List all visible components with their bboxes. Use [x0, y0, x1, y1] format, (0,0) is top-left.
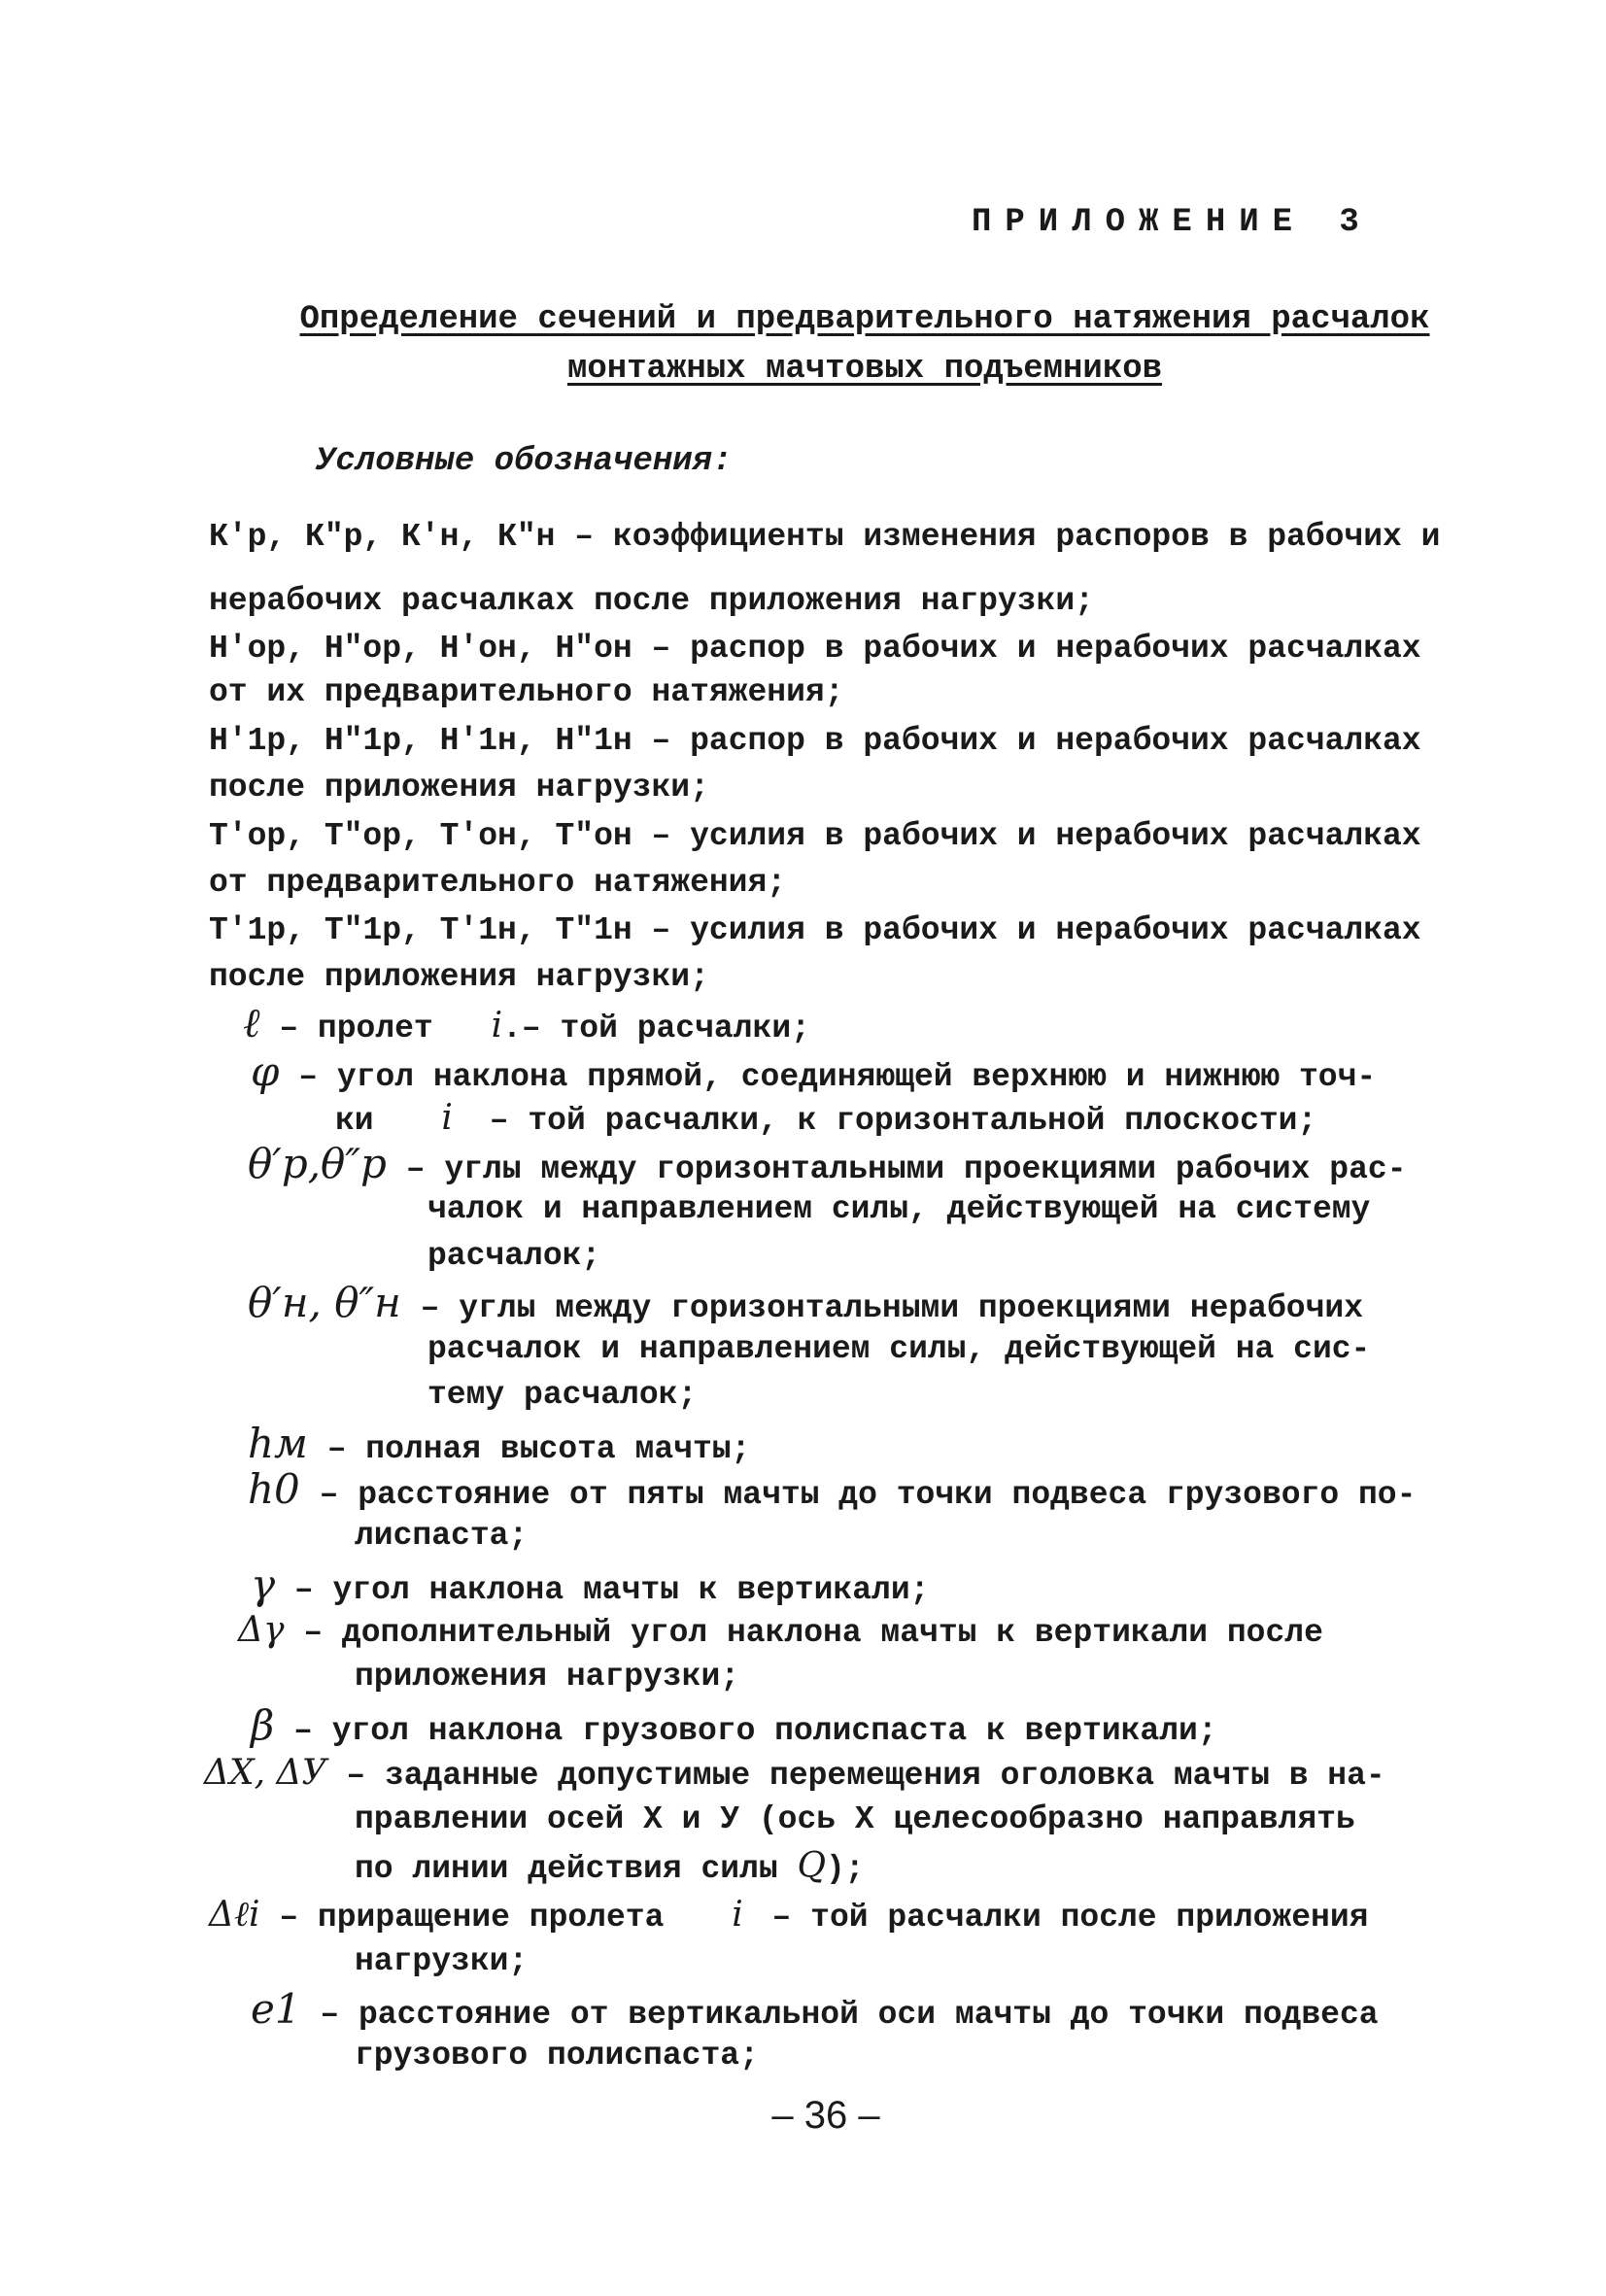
def-t0-line-2: от предварительного натяжения; [209, 865, 787, 901]
def-theta-p-text-1: – углы между горизонтальными проекциями рабочих рас- [405, 1151, 1407, 1187]
def-h0d-text-1: – расстояние от пяты мачты до точки подвеса грузового по- [319, 1477, 1417, 1513]
def-t0-line-1 [209, 814, 1421, 859]
def-dxy-line-3 [355, 1844, 865, 1892]
def-t0-text-1: – усилия в рабочих и нерабочих расчалках [651, 818, 1421, 854]
appendix-label: ПРИЛОЖЕНИЕ 3 [972, 204, 1373, 241]
def-h1-line-1 [209, 719, 1421, 764]
def-hm-line [248, 1422, 750, 1472]
theta-n-symbol: θ′н, θ″н [248, 1279, 401, 1326]
def-dxy-text-1: – заданные допустимые перемещения оголовка мачты в на- [346, 1758, 1385, 1794]
def-e1-text-1: – расстояние от вертикальной оси мачты до точки подвеса [320, 1997, 1379, 2033]
def-dxy-line-1 [204, 1751, 1385, 1799]
def-phi-line-2 [335, 1096, 1316, 1144]
document-title-line-1: Определение сечений и предварительного натяжения расчалок [299, 301, 1430, 338]
def-h0d-line-2: лиспаста; [355, 1518, 529, 1554]
delta-xy-symbol: ΔX, ΔУ [204, 1753, 327, 1793]
def-k-symbols: К′р, К″р, К′н, К″н [209, 519, 556, 555]
def-e1-line-2: грузового полиспаста; [355, 2038, 759, 2073]
def-h0-symbols: Н′ор, Н″ор, Н′он, Н″он [209, 631, 632, 667]
def-phi-text-1: – угол наклона прямой, соединяющей верхнюю и нижнюю точ- [298, 1059, 1377, 1095]
document-title-line-2: монтажных мачтовых подъемников [566, 351, 1163, 388]
def-dxy-line-2: правлении осей Х и У (ось Х целесообразно направлять [355, 1801, 1355, 1837]
def-theta-n-line-2: расчалок и направлением силы, действующей на сис- [427, 1331, 1371, 1367]
def-phi-line-1 [251, 1049, 1376, 1100]
l-index-i: i [491, 1006, 503, 1045]
def-hm-text: – полная высота мачты; [326, 1431, 751, 1467]
def-beta-line [251, 1703, 1217, 1754]
theta-p-symbol: θ′р,θ″р [248, 1140, 387, 1187]
def-dxy-text-3a: по линии действия силы [355, 1851, 778, 1887]
def-dxy-text-3b: ); [826, 1851, 865, 1887]
def-theta-n-line-3: тему расчалок; [427, 1377, 698, 1413]
phi-index-i: i [441, 1098, 453, 1138]
def-theta-n-line-1 [248, 1281, 1363, 1331]
def-e1-line-1 [251, 1987, 1379, 2038]
e1-symbol: e1 [251, 1985, 301, 2033]
def-dgamma-line-1 [238, 1608, 1323, 1656]
gamma-symbol: γ [251, 1560, 276, 1608]
def-t1-line-2: после приложения нагрузки; [209, 959, 709, 995]
l-symbol: ℓ [243, 999, 260, 1046]
def-h1-text-1: – распор в рабочих и нерабочих расчалках [651, 723, 1421, 759]
delta-gamma-symbol: Δγ [238, 1610, 285, 1650]
def-dgamma-text-1: – дополнительный угол наклона мачты к вертикали после [303, 1615, 1323, 1651]
def-l-text-b: .– той расчалки; [502, 1011, 810, 1046]
def-theta-p-line-3: расчалок; [427, 1238, 601, 1274]
def-k-line-2: нерабочих расчалках после приложения нагрузки; [209, 583, 1094, 619]
hm-symbol: hм [248, 1420, 308, 1467]
def-phi-text-2a: ки [335, 1103, 374, 1139]
def-t1-line-1 [209, 908, 1421, 953]
page-number: – 36 – [771, 2094, 880, 2137]
def-l-line [243, 1001, 810, 1051]
notation-heading: Условные обозначения: [316, 443, 733, 480]
delta-l-symbol: Δℓi [209, 1895, 260, 1935]
force-q-symbol: Q [797, 1846, 826, 1886]
def-t1-symbols: Т′1р, Т″1р, Т′1н, Т″1н [209, 912, 632, 948]
h0-symbol: h0 [248, 1465, 300, 1513]
def-dgamma-line-2: приложения нагрузки; [355, 1659, 740, 1695]
def-dl-text-1a: – приращение пролета [279, 1900, 665, 1936]
def-h1-symbols: Н′1р, Н″1р, Н′1н, Н″1н [209, 723, 632, 759]
def-t0-symbols: Т′ор, Т″ор, Т′он, Т″он [209, 818, 632, 854]
def-t1-text-1: – усилия в рабочих и нерабочих расчалках [651, 912, 1421, 948]
def-h0-line-1 [209, 627, 1421, 671]
def-dl-line-1 [209, 1893, 1368, 1940]
def-dl-line-2: нагрузки; [355, 1943, 529, 1979]
def-k-text-1: – коэффициенты изменения распоров в рабочих и [574, 519, 1441, 555]
def-gamma-line [251, 1562, 929, 1613]
def-theta-n-text-1: – углы между горизонтальными проекциями нерабочих [420, 1290, 1363, 1326]
def-gamma-text: – угол наклона мачты к вертикали; [293, 1572, 930, 1608]
def-dl-text-1b: – той расчалки после приложения [771, 1900, 1369, 1936]
def-phi-text-2b: – той расчалки, к горизонтальной плоскости; [489, 1103, 1317, 1139]
def-k-line-1 [209, 515, 1441, 560]
def-h0-line-2: от их предварительного натяжения; [209, 674, 844, 710]
def-h1-line-2: после приложения нагрузки; [209, 770, 709, 805]
def-beta-text: – угол наклона грузового полиспаста к вертикали; [293, 1713, 1217, 1749]
def-theta-p-line-2: чалок и направлением силы, действующей на систему [427, 1191, 1371, 1227]
beta-symbol: β [251, 1701, 275, 1749]
def-l-text-a: – пролет [279, 1011, 433, 1046]
dl-index-i: i [732, 1895, 743, 1935]
def-h0d-line-1 [248, 1467, 1416, 1518]
def-theta-p-line-1 [248, 1142, 1407, 1192]
def-h0-text-1: – распор в рабочих и нерабочих расчалках [651, 631, 1421, 667]
phi-symbol: φ [251, 1047, 280, 1095]
